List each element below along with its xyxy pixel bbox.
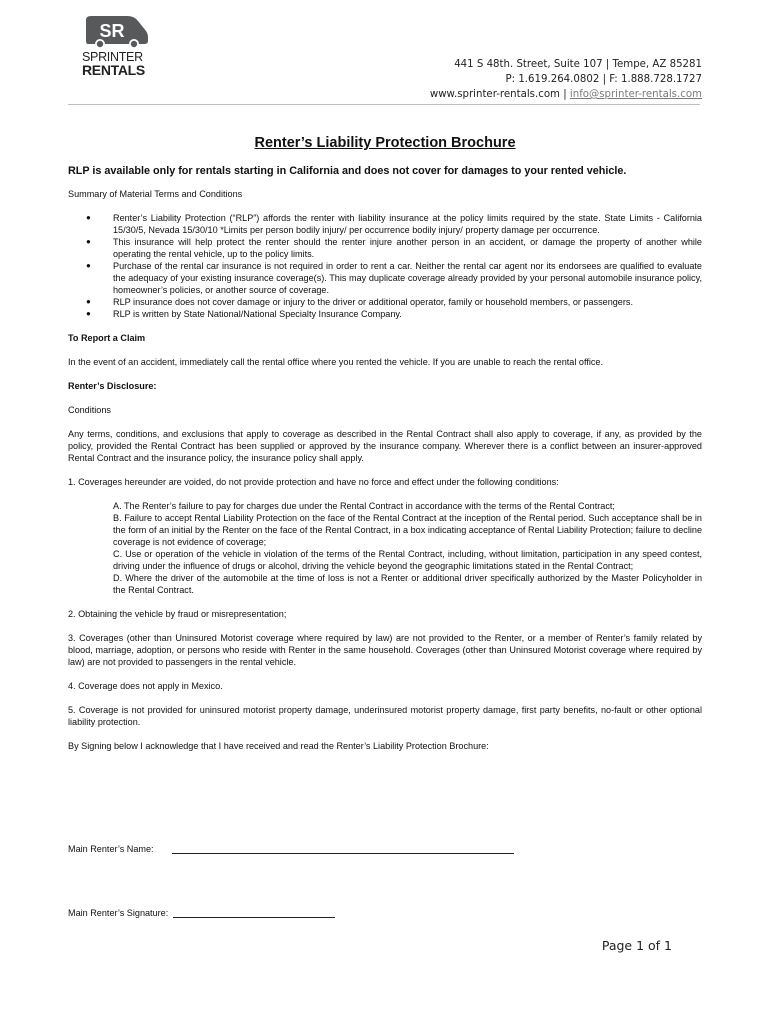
condition-item-3: 3. Coverages (other than Uninsured Motorist coverage where required by law) are not provided to the Renter, or a member of Renter’s family related by blood, marriage, adoption, or persons who reside with Renter in the same household. Coverages (other than Uninsured Motorist coverage where required by law) are not provided to passengers in the rental vehicle. [68,633,702,667]
renter-name-label: Main Renter’s Name: [68,844,154,854]
conditions-heading: Conditions [68,405,111,415]
list-item: ● RLP is written by State National/National Specialty Insurance Company. [68,308,702,320]
contact-separator: | [559,89,570,100]
list-item: ● This insurance will help protect the renter should the renter injure another person in an accident, or damage the property of another while operating the rental vehicle, up to the policy limits. [68,236,702,260]
logo-text-rentals: RENTALS [82,62,145,78]
van-logo-icon [82,14,150,48]
condition-item-1: 1. Coverages hereunder are voided, do not provide protection and have no force and effect under the following conditions: [68,477,559,487]
website-link[interactable]: www.sprinter-rentals.com [429,89,560,100]
phone-fax: P: 1.619.264.0802 | F: 1.888.728.1727 [505,74,702,85]
terms-list [68,212,702,320]
logo-mark: SR [99,21,125,41]
condition-item-4: 4. Coverage does not apply in Mexico. [68,681,223,691]
conditions-text: Any terms, conditions, and exclusions that apply to coverage as described in the Rental Contract shall also apply to coverage, if any, as provided by the policy, provided the Rental Contract has been supplied or approved by the insurance company. Wherever there is a conflict between an insurer-approved Rental Contract and the insurance policy, the insurance policy shall apply. [68,429,702,463]
subitem-a: A. The Renter’s failure to pay for charges due under the Rental Contract in accordance with the terms of the Rental Contract; [113,501,615,511]
header-divider [68,104,700,105]
web-email [430,87,702,102]
list-item: ● Renter’s Liability Protection (“RLP”) affords the renter with liability insurance at the policy limits required by the state. State Limits - California 15/30/5, Nevada 15/30/10 *Limits per person bodily injury/ per occurrence bodily injury/ property damage per occurrence. [68,212,702,236]
rlp-notice: RLP is available only for rentals starting in California and does not cover for damages to your rented vehicle. [68,165,627,177]
summary-heading: Summary of Material Terms and Conditions [68,189,243,199]
renter-signature-row [68,907,335,918]
subitem-c: C. Use or operation of the vehicle in violation of the terms of the Rental Contract, including, without limitation, participation in any speed contest, driving under the influence of drugs or alcohol, driving the vehicle beyond the geographic limitations stated in the Rental Contract; [113,549,702,571]
list-item: ● Purchase of the rental car insurance is not required in order to rent a car. Neither the rental car agent nor its endorsees are qualified to evaluate the adequacy of your existing insurance coverage(s). This may duplicate coverage already provided by your personal automobile insurance policy, homeowner’s policies, or another source of coverage. [68,260,702,296]
email-link[interactable]: info@sprinter-rentals.com [569,89,702,100]
renter-signature-label: Main Renter’s Signature: [68,908,169,918]
page-number: Page 1 of 1 [601,938,672,953]
renter-name-field[interactable] [172,843,514,854]
subitem-b: B. Failure to accept Rental Liability Protection on the face of the Rental Contract at the inception of the Rental period. Such acceptance shall be in the form of an initial by the Renter on the face of the Rental Contract, in a box indicating acceptance of Rental Liability Protection; failure to decline coverage is not evidence of coverage; [113,513,702,547]
condition-item-5: 5. Coverage is not provided for uninsured motorist property damage, underinsured motorist property damage, first party benefits, no-fault or other optional liability protection. [68,705,702,727]
acknowledgement: By Signing below I acknowledge that I have received and read the Renter’s Liability Protection Brochure: [68,741,489,751]
claim-text: In the event of an accident, immediately call the rental office where you rented the vehicle. If you are unable to reach the rental office. [68,357,603,367]
document-body [68,137,702,764]
contact-block [430,57,702,102]
company-logo [82,14,154,77]
renter-signature-field[interactable] [173,907,335,918]
subitem-d: D. Where the driver of the automobile at the time of loss is not a Renter or additional driver specifically authorized by the Master Policyholder in the Rental Contract. [113,573,702,595]
disclosure-heading: Renter’s Disclosure: [68,381,157,391]
claim-heading: To Report a Claim [68,333,146,343]
list-item: ● RLP insurance does not cover damage or injury to the driver or additional operator, family or household members, or passengers. [68,296,702,308]
address: 441 S 48th. Street, Suite 107 | Tempe, AZ 85281 [454,59,702,70]
condition-subitems [68,500,702,596]
renter-name-row [68,843,514,854]
logo-text-sprinter: SPRINTER [82,50,143,64]
condition-item-2: 2. Obtaining the vehicle by fraud or misrepresentation; [68,609,287,619]
document-title: Renter’s Liability Protection Brochure [254,135,516,151]
